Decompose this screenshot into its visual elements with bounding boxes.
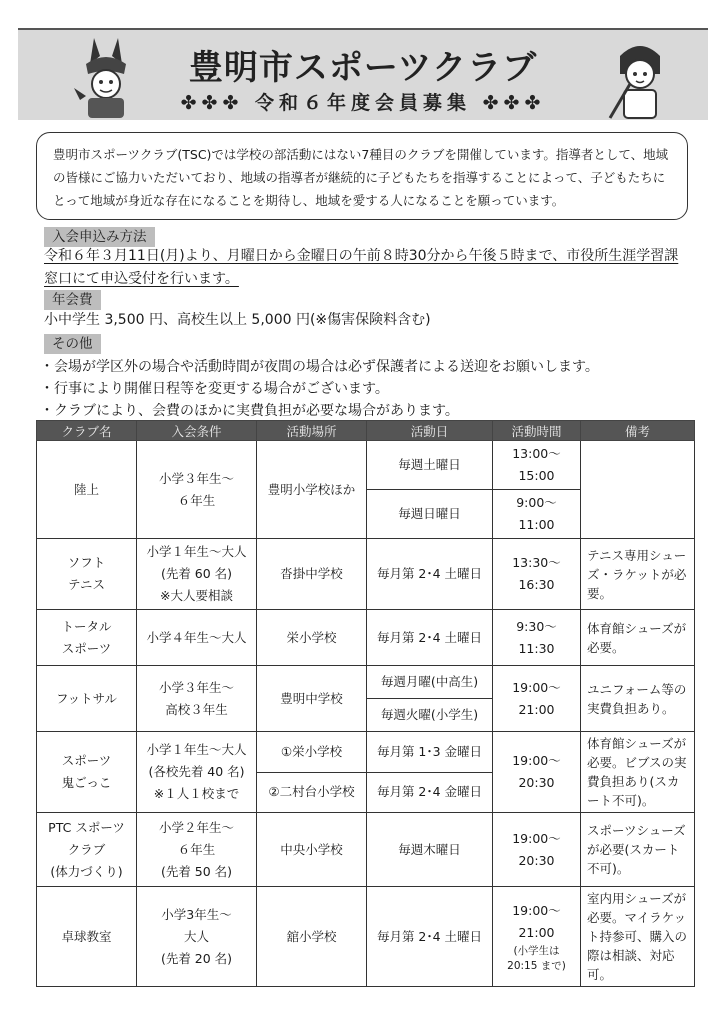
day-cell: 毎週土曜日 — [367, 441, 493, 490]
section-label-application: 入会申込み方法 — [44, 227, 155, 247]
day-cell: 毎月第 2･4 土曜日 — [367, 610, 493, 666]
time-cell: 19:00～ 20:30 — [493, 732, 581, 813]
page-subtitle: ✤✤✤ 令和６年度会員募集 ✤✤✤ — [180, 92, 546, 114]
time-cell: 9:00～ 11:00 — [493, 490, 581, 539]
notes-cell: 体育館シューズが必要。ビブスの実費負担あり(スカート不可)。 — [581, 732, 695, 813]
conditions-cell: 小学２年生～ ６年生 (先着 50 名) — [137, 813, 257, 887]
day-cell: 毎月第 2･4 土曜日 — [367, 539, 493, 610]
conditions-cell: 小学３年生～ ６年生 — [137, 441, 257, 539]
section-label-other: その他 — [44, 334, 101, 354]
note-item: ・クラブにより、会費のほかに実費負担が必要な場合があります。 — [40, 403, 459, 419]
table-row — [37, 887, 695, 987]
section-label-fee: 年会費 — [44, 290, 101, 310]
place-cell: 沓掛中学校 — [257, 539, 367, 610]
place-cell: 豊明中学校 — [257, 666, 367, 732]
application-text: 令和６年３月11日(月)より、月曜日から金曜日の午前８時30分から午後５時まで、市役所生涯学習課窓口にて申込受付を行います。 — [44, 248, 679, 287]
note-item: ・会場が学区外の場合や活動時間が夜間の場合は必ず保護者による送迎をお願いします。 — [40, 359, 599, 375]
day-cell: 毎週木曜日 — [367, 813, 493, 887]
notes-cell: 室内用シューズが必要。マイラケット持参可、購入の際は相談、対応可。 — [581, 887, 695, 987]
time-cell: 9:30～ 11:30 — [493, 610, 581, 666]
day-cell: 毎週火曜(小学生) — [367, 699, 493, 732]
day-cell: 毎月第 1･3 金曜日 — [367, 732, 493, 773]
notes-cell: テニス専用シューズ・ラケットが必要。 — [581, 539, 695, 610]
place-cell: 栄小学校 — [257, 610, 367, 666]
place-cell: ②二村台小学校 — [257, 772, 367, 813]
table-header-row — [37, 421, 695, 441]
club-name-cell: ソフト テニス — [37, 539, 137, 610]
conditions-cell: 小学４年生～大人 — [137, 610, 257, 666]
time-cell: 19:00～ 21:00 (小学生は 20:15 まで) — [493, 887, 581, 987]
day-cell: 毎週月曜(中高生) — [367, 666, 493, 699]
club-table — [36, 420, 695, 987]
header-club-name: クラブ名 — [37, 421, 137, 441]
header-time: 活動時間 — [493, 421, 581, 441]
time-cell: 13:00～ 15:00 — [493, 441, 581, 490]
table-row — [37, 539, 695, 610]
time-cell: 13:30～ 16:30 — [493, 539, 581, 610]
conditions-cell: 小学3年生～ 大人 (先着 20 名) — [137, 887, 257, 987]
conditions-cell: 小学１年生～大人 (各校先着 40 名) ※１人１校まで — [137, 732, 257, 813]
page-title: 豊明市スポーツクラブ — [188, 48, 538, 88]
day-cell: 毎月第 2･4 土曜日 — [367, 887, 493, 987]
notes-cell — [581, 441, 695, 539]
club-name-cell: スポーツ 鬼ごっこ — [37, 732, 137, 813]
table-row — [37, 813, 695, 887]
header-day: 活動日 — [367, 421, 493, 441]
table-row — [37, 441, 695, 490]
header-notes: 備考 — [581, 421, 695, 441]
table-row — [37, 666, 695, 699]
notes-cell: 体育館シューズが必要。 — [581, 610, 695, 666]
table-row — [37, 610, 695, 666]
time-cell: 19:00～ 21:00 — [493, 666, 581, 732]
day-cell: 毎月第 2･4 金曜日 — [367, 772, 493, 813]
table-row — [37, 732, 695, 773]
intro-box: 豊明市スポーツクラブ(TSC)では学校の部活動にはない7種目のクラブを開催しています。指導者として、地域の皆様にご協力いただいており、地域の指導者が継続的に子どもたちを指導することによって、子どもたちにとって地域が身近な存在になることを期待し、地域を愛する人になることを願っています。 — [36, 132, 688, 220]
club-name-cell: トータル スポーツ — [37, 610, 137, 666]
day-cell: 毎週日曜日 — [367, 490, 493, 539]
header-banner — [18, 28, 708, 120]
club-name-cell: PTC スポーツ クラブ (体力づくり) — [37, 813, 137, 887]
place-cell: 豊明小学校ほか — [257, 441, 367, 539]
club-name-cell: 卓球教室 — [37, 887, 137, 987]
place-cell: 舘小学校 — [257, 887, 367, 987]
notes-cell: ユニフォーム等の実費負担あり。 — [581, 666, 695, 732]
place-cell: 中央小学校 — [257, 813, 367, 887]
club-name-cell: 陸上 — [37, 441, 137, 539]
header-conditions: 入会条件 — [137, 421, 257, 441]
time-cell: 19:00～ 20:30 — [493, 813, 581, 887]
place-cell: ①栄小学校 — [257, 732, 367, 773]
note-item: ・行事により開催日程等を変更する場合がございます。 — [40, 381, 389, 397]
notes-list — [40, 356, 599, 422]
conditions-cell: 小学１年生～大人 (先着 60 名) ※大人要相談 — [137, 539, 257, 610]
header-place: 活動場所 — [257, 421, 367, 441]
club-name-cell: フットサル — [37, 666, 137, 732]
notes-cell: スポーツシューズが必要(スカート不可)。 — [581, 813, 695, 887]
conditions-cell: 小学３年生～ 高校３年生 — [137, 666, 257, 732]
fee-text: 小中学生 3,500 円、高校生以上 5,000 円(※傷害保険料含む) — [44, 312, 431, 328]
